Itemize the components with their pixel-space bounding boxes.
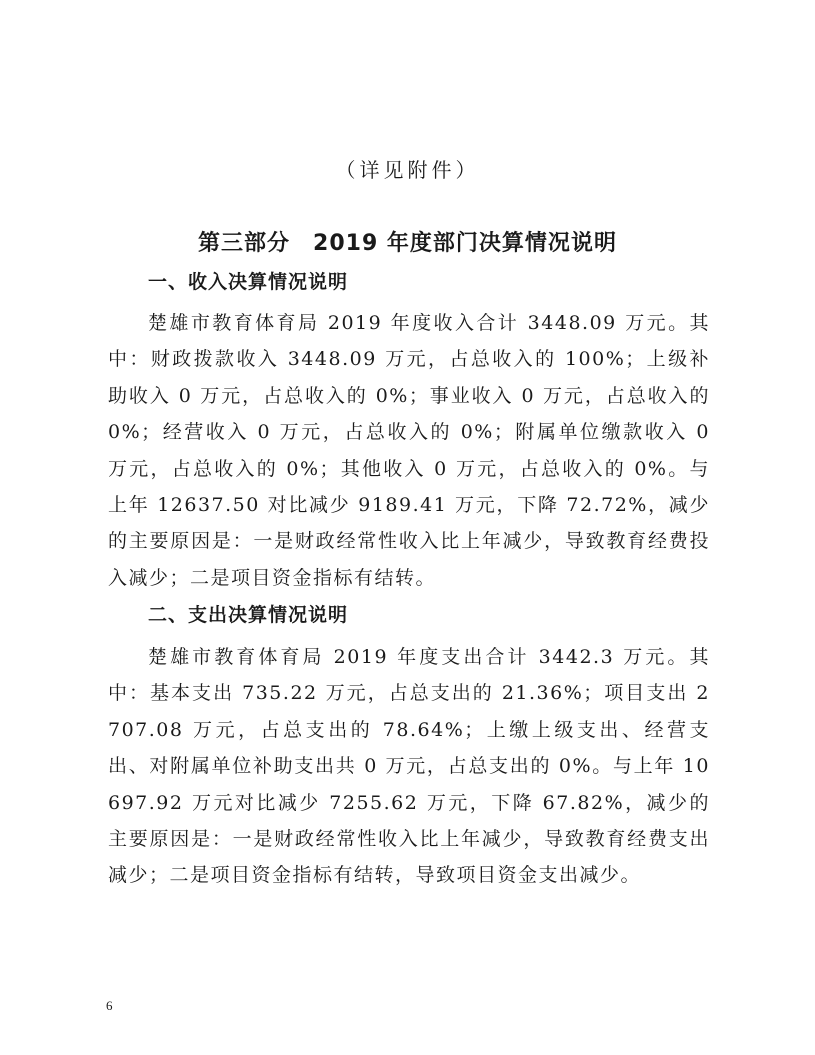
part-title: 第三部分 2019 年度部门决算情况说明	[198, 231, 617, 256]
expenditure-section-paragraph: 楚雄市教育体育局 2019 年度支出合计 3442.3 万元。其中：基本支出 735.22 万元，占总支出的 21.36%；项目支出 2707.08 万元，占总支出的 78.64%；上缴上级支出、经营支出、对附属单位补助支出共 0 万元，占总支出的 0%。与上年 10697.92 万元对比减少 7255.62 万元，下降 67.82%，减少的主要原因是：一是财政经常性收入比上年减少，导致教育经费支出减少；二是项目资金指标有结转，导致项目资金支出减少。	[108, 646, 710, 887]
income-section-heading: 一、收入决算情况说明	[148, 271, 349, 293]
page-number: 6	[106, 998, 113, 1013]
income-section-paragraph: 楚雄市教育体育局 2019 年度收入合计 3448.09 万元。其中：财政拨款收入 3448.09 万元，占总收入的 100%；上级补助收入 0 万元，占总收入的 0%；事业收入 0 万元，占总收入的 0%；经营收入 0 万元，占总收入的 0%；附属单位缴款收入 0 万元，占总收入的 0%；其他收入 0 万元，占总收入的 0%。与上年 12637.50 对比减少 9189.41 万元，下降 72.72%，减少的主要原因是：一是财政经常性收入比上年减少，导致教育经费投入减少；二是项目资金指标有结转。	[108, 312, 710, 589]
attachment-note: （详见附件）	[335, 158, 480, 182]
expenditure-section-heading: 二、支出决算情况说明	[148, 604, 349, 626]
